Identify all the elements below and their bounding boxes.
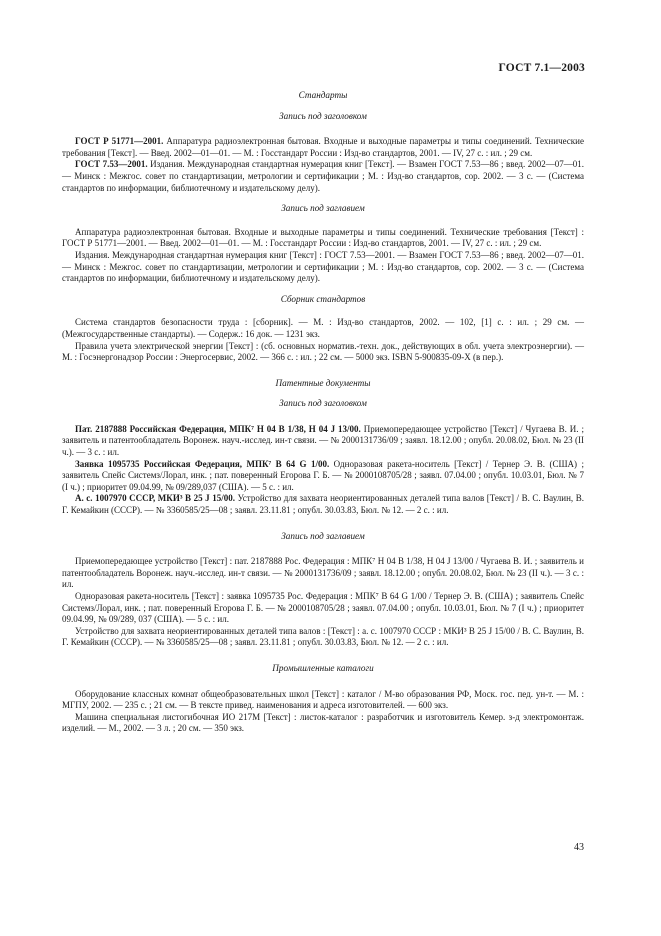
page-content (62, 90, 584, 735)
section-title-patents: Патентные документы (275, 377, 371, 388)
entry-safety-standards: Система стандартов безопасности труда : [сборник]. — М. : Изд-во стандартов, 2002. — 102, [1] с. : ил. ; 29 см. — (Межгосударственные стандарты). — Содерж.: 16 док. — 1231 экз. (62, 317, 584, 339)
entry-patent-2187888: Пат. 2187888 Российская Федерация, МПК⁷ Н 04 В 1/38, Н 04 J 13/00. Приемопередающее устройство [Текст] / Чугаева В. И. ; заявитель и патентообладатель Воронеж. науч.-исслед. ин-т связи. — № 2000131736/09 ; заявл. 18.12.00 ; опубл. 20.08.02, Бюл. № 23 (II ч.). — 3 с. : ил. (62, 423, 584, 458)
entry-transceiver: Приемопередающее устройство [Текст] : пат. 2187888 Рос. Федерация : МПК⁷ Н 04 В 1/38, Н 04 J 13/00 / Чугаева В. И. ; заявитель и патентообладатель Воронеж. науч.-исслед. ин-т связи. — № 2000131736/09 ; заявл. 18.12.00 ; опубл. 20.08.02, Бюл. № 23 (II ч.). — 3 с. : ил. (62, 556, 584, 590)
entry-application-1095735: Заявка 1095735 Российская Федерация, МПК⁷ В 64 G 1/00. Одноразовая ракета-носитель [Текст] / Тернер Э. В. (США) ; заявитель Спейс Системз/Лорал, инк. ; пат. поверенный Егорова Г. Б. — № 2000108705/28 ; заявл. 07.04.00 ; опубл. 10.03.01, Бюл. № 7 (I ч.) ; приоритет 09.04.99, № 09/289,037 (США). — 5 с. : ил. (62, 458, 584, 492)
entry-gost-7-53: ГОСТ 7.53—2001. Издания. Международная стандартная нумерация книг [Текст]. — Взамен ГОСТ 7.53—86 ; введ. 2002—07—01. — Минск : Межгос. совет по стандартизации, метрологии и сертификации ; М. : Изд-во стандартов, сор. 2002. — 3 с. — (Система стандартов по информации, библиотечному и издательскому делу). (62, 159, 584, 193)
document-header: ГОСТ 7.1—2003 (498, 62, 585, 74)
subheading-under-title: Запись под заглавием (281, 203, 365, 214)
entry-certificate-1007970: А. с. 1007970 СССР, МКИ³ В 25 J 15/00. Устройство для захвата неориентированных деталей типа валов [Текст] / В. С. Ваулин, В. Г. Кемайкин (СССР). — № 3360585/25—08 ; заявл. 23.11.81 ; опубл. 30.03.83, Бюл. № 12. — 2 с. : ил. (62, 493, 584, 516)
entry-gost-r-51771: ГОСТ Р 51771—2001. Аппаратура радиоэлектронная бытовая. Входные и выходные параметры и типы соединений. Технические требования [Текст]. — Введ. 2002—01—01. — М. : Госстандарт России : Изд-во стандартов, 2001. — IV, 27 с. : ил. ; 29 см. (62, 136, 584, 158)
entry-editions: Издания. Международная стандартная нумерация книг [Текст] : ГОСТ 7.53—2001. — Взамен ГОСТ 7.53—86 ; введ. 2002—07—01. — Минск : Межгос. совет по стандартизации, метрологии и сертификации ; М. : Изд-во стандартов, сор. 2002. — 3 с. — (Система стандартов по информации, библиотечному и издательскому делу). (62, 249, 584, 284)
entry-energy-rules: Правила учета электрической энергии [Текст] : (сб. основных норматив.-техн. док., действующих в обл. учета электроэнергии). — М. : Госэнергонадзор России : Энергосервис, 2002. — 366 с. : ил. ; 22 см. — 5000 экз. ISBN 5-900835-09-X (в пер.). (62, 340, 584, 363)
section-title-collection: Сборник стандартов (280, 293, 366, 304)
section-title-catalogs: Промышленные каталоги (272, 662, 374, 673)
entry-apparatus: Аппаратура радиоэлектронная бытовая. Входные и выходные параметры и типы соединений. Технические требования [Текст] : ГОСТ Р 51771—2001. — Введ. 2002—01—01. — М. : Госстандарт России : Изд-во стандартов, 2001. — IV, 27 с. : ил. ; 29 см. (62, 226, 584, 249)
entry-rocket: Одноразовая ракета-носитель [Текст] : заявка 1095735 Рос. Федерация : МПК⁷ В 64 G 1/00 / Тернер Э. В. (США) ; заявитель Спейс Системз/Лорал, инк. ; пат. поверенный Егорова Г. Б. — № 2000108705/28 ; заявл. 07.04.00 ; опубл. 10.03.01, Бюл. № 7 (I ч.) ; приоритет 09.04.99, № 09/289, 037 (США). — 5 с. : ил. (62, 591, 584, 625)
subheading-patents-under-heading: Запись под заголовком (279, 398, 367, 409)
section-title-standards: Стандарты (298, 90, 348, 100)
entry-bending-machine: Машина специальная листогибочная ИО 217М [Текст] : листок-каталог : разработчик и изготовитель Кемер. з-д электромонтаж. изделий. — М., 2002. — 3 л. ; 20 см. — 350 экз. (62, 711, 584, 734)
entry-gripper: Устройство для захвата неориентированных деталей типа валов : [Текст] : а. с. 1007970 СССР : МКИ³ В 25 J 15/00 / В. С. Ваулин, В. Г. Кемайкин (СССР). — № 3360585/25—08 ; заявл. 23.11.81 ; опубл. 30.03.83, Бюл. № 12. — 2 с. : ил. (62, 625, 584, 648)
subheading-under-heading: Запись под заголовком (279, 110, 367, 121)
subheading-patents-under-title: Запись под заглавием (281, 530, 365, 541)
page-number: 43 (574, 842, 584, 853)
entry-classroom-equipment: Оборудование классных комнат общеобразовательных школ [Текст] : каталог / М-во образования РФ, Моск. гос. пед. ун-т. — М. : МГПУ, 2002. — 235 с. ; 21 см. — В тексте привед. наименования и адреса изготовителей. — 600 экз. (62, 688, 584, 711)
